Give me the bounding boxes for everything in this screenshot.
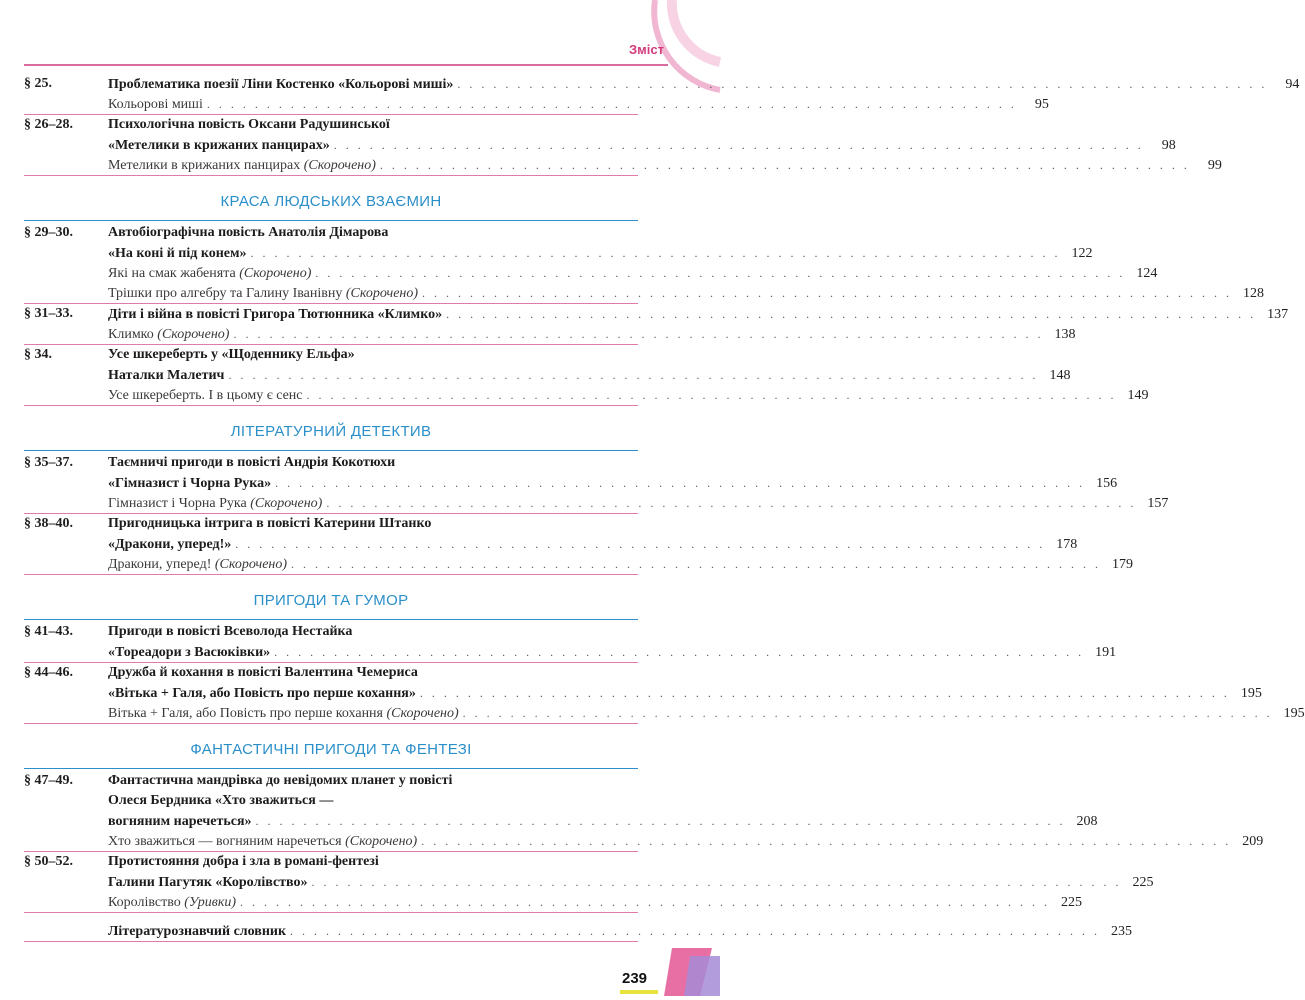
toc-line[interactable]	[108, 622, 638, 642]
toc-line-text: Автобіографічна повість Анатолія Дімарова	[108, 225, 389, 240]
toc-line-note: (Скорочено)	[250, 496, 323, 511]
toc-line-note: (Скорочено)	[239, 266, 312, 281]
toc-line-text: Усе шкереберть. І в цьому є сенс	[108, 388, 303, 403]
toc-line-title	[108, 345, 355, 365]
toc-line-note: (Скорочено)	[345, 286, 419, 301]
toc-line-text: Літературознавчий словник	[108, 924, 287, 939]
leader-dots: . . . . . . . . . . . . . . . . . . . . . . . . . . . . . . . . . . . . . . . . . . . . . . . . . . . . . . . . . . . . . . . . . . . .	[379, 158, 1190, 172]
toc-line[interactable]	[108, 223, 638, 243]
page-ref: 156	[1096, 476, 1118, 491]
leader-dots: . . . . . . . . . . . . . . . . . . . . . . . . . . . . . . . . . . . . . . . . . . . . . . . . . . . . . . . . . . . . . . . . . . . .	[421, 834, 1232, 848]
toc-line-text: Дружба й кохання в повісті Валентина Чемериса	[108, 665, 418, 680]
toc-line[interactable]	[108, 473, 1118, 493]
toc-line[interactable]	[108, 365, 1071, 385]
section-number: § 34.	[24, 347, 52, 362]
section-gap	[24, 176, 638, 184]
corner-block-violet	[684, 956, 720, 996]
toc-line[interactable]	[108, 345, 638, 365]
toc-line-text: Гімназист і Чорна Рука	[108, 496, 251, 511]
page-ref: 157	[1147, 496, 1169, 511]
section-number: § 29–30.	[24, 225, 73, 240]
leader-dots: . . . . . . . . . . . . . . . . . . . . . . . . . . . . . . . . . . . . . . . . . . . . . . . . . . . . . . . . . . . . . . . . . . . .	[333, 138, 1144, 152]
toc-entry[interactable]	[24, 453, 1169, 513]
toc-line[interactable]	[108, 534, 1078, 554]
toc-line-title	[108, 922, 286, 942]
section-heading: ЛІТЕРАТУРНИЙ ДЕТЕКТИВ	[230, 423, 432, 440]
toc-line-title	[108, 453, 395, 473]
toc-line-text: Діти і війна в повісті Григора Тютюнника «Климко»	[108, 307, 443, 322]
toc-line-title	[108, 284, 418, 304]
section-number: § 38–40.	[24, 516, 73, 531]
section-number: § 41–43.	[24, 624, 73, 639]
toc-entry[interactable]	[24, 622, 1117, 662]
leader-dots: . . . . . . . . . . . . . . . . . . . . . . . . . . . . . . . . . . . . . . . . . . . . . . . . . . . . . . . . . . . . . . . . . . . .	[311, 875, 1122, 889]
toc-entry[interactable]	[24, 223, 1265, 303]
toc-line[interactable]	[108, 283, 1265, 303]
header-rule	[24, 64, 668, 66]
toc-line-text: Королівство	[108, 895, 185, 910]
page-ref: 195	[1283, 706, 1305, 721]
section-number: § 47–49.	[24, 773, 73, 788]
section-heading: ПРИГОДИ ТА ГУМОР	[253, 592, 409, 609]
toc-line-title	[108, 514, 431, 534]
section-heading: ФАНТАСТИЧНІ ПРИГОДИ ТА ФЕНТЕЗІ	[190, 741, 472, 758]
toc-line-note: (Скорочено)	[345, 834, 418, 849]
toc-line-text: Вітька + Галя, або Повість про перше кохання	[108, 706, 387, 721]
leader-dots: . . . . . . . . . . . . . . . . . . . . . . . . . . . . . . . . . . . . . . . . . . . . . . . . . . . . . . . . . . . . . . . . . . . .	[233, 327, 1044, 341]
toc-line[interactable]	[108, 74, 1300, 94]
toc-line-title	[108, 873, 308, 893]
toc-line-title	[108, 555, 287, 575]
leader-dots: . . . . . . . . . . . . . . . . . . . . . . . . . . . . . . . . . . . . . . . . . . . . . . . . . . . . . . . . . . . . . . . . . . . .	[274, 645, 1085, 659]
toc-line-note: (Скорочено)	[214, 557, 288, 572]
page-ref: 191	[1095, 645, 1117, 660]
page-ref: 124	[1136, 266, 1158, 281]
page-number-underline	[620, 990, 658, 994]
toc-line-text: «Вітька + Галя, або Повість про перше кохання»	[108, 686, 416, 701]
toc-line-title	[108, 386, 303, 406]
toc-line[interactable]	[108, 703, 1305, 723]
page-ref: 94	[1285, 77, 1300, 92]
toc-line-title	[108, 852, 379, 872]
toc-line[interactable]	[108, 115, 638, 135]
toc-line-note: (Уривки)	[184, 895, 237, 910]
leader-dots: . . . . . . . . . . . . . . . . . . . . . . . . . . . . . . . . . . . . . . . . . . . . . . . . . . . . . . . . . . . . . . . . . . . .	[446, 307, 1257, 321]
page-ref: 138	[1054, 327, 1076, 342]
toc-line[interactable]	[108, 852, 638, 872]
section-rule	[24, 768, 638, 769]
toc-line[interactable]	[108, 304, 1289, 324]
section-number: § 50–52.	[24, 854, 73, 869]
page-ref: 225	[1132, 875, 1154, 890]
entry-gap	[24, 913, 638, 921]
toc-entry[interactable]	[24, 913, 1133, 941]
toc-line-title	[108, 535, 231, 555]
toc-line[interactable]	[108, 94, 1049, 114]
section-number: § 31–33.	[24, 306, 73, 321]
section-number: § 44–46.	[24, 665, 73, 680]
toc-entry[interactable]	[24, 771, 1264, 851]
toc-line[interactable]	[108, 791, 638, 811]
toc-line-title	[108, 832, 417, 852]
toc-line[interactable]	[108, 243, 1093, 263]
page-ref: 149	[1127, 388, 1149, 403]
section-rule	[24, 220, 638, 221]
toc-line-title	[108, 791, 333, 811]
leader-dots: . . . . . . . . . . . . . . . . . . . . . . . . . . . . . . . . . . . . . . . . . . . . . . . . . . . . . . . . . . . . . . . . . . . .	[228, 368, 1039, 382]
toc-line-note: (Скорочено)	[386, 706, 459, 721]
toc-line-title	[108, 136, 330, 156]
leader-dots: . . . . . . . . . . . . . . . . . . . . . . . . . . . . . . . . . . . . . . . . . . . . . . . . . . . . . . . . . . . . . . . . . . . .	[275, 476, 1086, 490]
section-number: § 26–28.	[24, 117, 73, 132]
toc-line[interactable]	[108, 892, 1083, 912]
toc-line-text: Трішки про алгебру та Галину Іванівну	[108, 286, 346, 301]
leader-dots: . . . . . . . . . . . . . . . . . . . . . . . . . . . . . . . . . . . . . . . . . . . . . . . . . . . . . . . . . . . . . . . . . . . .	[422, 286, 1233, 300]
toc-line[interactable]	[108, 493, 1169, 513]
page-ref: 128	[1243, 286, 1265, 301]
page-ref: 148	[1049, 368, 1071, 383]
toc-line-title	[108, 812, 252, 832]
toc-line-title	[108, 663, 418, 683]
toc-entry[interactable]	[24, 304, 1289, 344]
toc-line-text: Фантастична мандрівка до невідомих планет у повісті	[108, 773, 453, 788]
toc-line[interactable]	[108, 811, 1098, 831]
toc-line-text: Метелики в крижаних панцирах	[108, 158, 304, 173]
leader-dots: . . . . . . . . . . . . . . . . . . . . . . . . . . . . . . . . . . . . . . . . . . . . . . . . . . . . . . . . . . . . . . . . . . . .	[306, 388, 1117, 402]
toc-line-text: Проблематика поезії Ліни Костенко «Кольорові миші»	[108, 77, 454, 92]
toc-line-title	[108, 75, 453, 95]
page-ref: 208	[1076, 814, 1098, 829]
toc-line-title	[108, 325, 229, 345]
section-number: § 25.	[24, 76, 52, 91]
toc-line-text: «На коні й під конем»	[108, 246, 247, 261]
toc-entry[interactable]	[24, 345, 1149, 405]
toc-line-text: Кольорові миші	[108, 97, 203, 112]
toc-line[interactable]	[108, 683, 1262, 703]
leader-dots: . . . . . . . . . . . . . . . . . . . . . . . . . . . . . . . . . . . . . . . . . . . . . . . . . . . . . . . . . . . . . . . . . . . .	[326, 496, 1137, 510]
section-heading: КРАСА ЛЮДСЬКИХ ВЗАЄМИН	[220, 193, 442, 210]
toc-entry[interactable]	[24, 514, 1134, 574]
leader-dots: . . . . . . . . . . . . . . . . . . . . . . . . . . . . . . . . . . . . . . . . . . . . . . . . . . . . . . . . . . . . . . . . . . . .	[240, 895, 1051, 909]
toc-line-text: Пригодницька інтрига в повісті Катерини Штанко	[108, 516, 432, 531]
toc-line[interactable]	[108, 663, 638, 683]
toc-line-text: Психологічна повість Оксани Радушинської	[108, 117, 390, 132]
toc-line-title	[108, 95, 203, 115]
leader-dots: . . . . . . . . . . . . . . . . . . . . . . . . . . . . . . . . . . . . . . . . . . . . . . . . . . . . . . . . . . . . . . . . . . . .	[291, 557, 1102, 571]
toc-line-title	[108, 622, 352, 642]
toc-line[interactable]	[108, 642, 1117, 662]
toc-line-title	[108, 366, 224, 386]
toc-line-text: Наталки Малетич	[108, 368, 225, 383]
page-ref: 225	[1061, 895, 1083, 910]
toc-line-text: «Дракони, уперед!»	[108, 537, 232, 552]
section-number: § 35–37.	[24, 455, 73, 470]
page-ref: 95	[1034, 97, 1049, 112]
toc-entry[interactable]	[24, 115, 1222, 175]
toc-line-title	[108, 115, 390, 135]
corner-arc-inner	[672, 0, 720, 62]
page-number: 239	[622, 970, 648, 987]
page-ref: 178	[1056, 537, 1078, 552]
toc-line-title	[108, 305, 442, 325]
page-ref: 235	[1111, 924, 1133, 939]
toc-line-title	[108, 684, 416, 704]
toc-line-title	[108, 893, 236, 913]
toc-line-text: Галини Пагутяк «Королівство»	[108, 875, 308, 890]
toc-entry[interactable]	[24, 663, 1305, 723]
toc-line-text: Таємничі пригоди в повісті Андрія Кокотюхи	[108, 455, 396, 470]
toc-line-title	[108, 264, 311, 284]
toc-line-text: Олеся Бердника «Хто зважиться —	[108, 793, 334, 808]
toc-line[interactable]	[108, 771, 638, 791]
toc-line-title	[108, 771, 452, 791]
leader-dots: . . . . . . . . . . . . . . . . . . . . . . . . . . . . . . . . . . . . . . . . . . . . . . . . . . . . . . . . . . . . . . . . . . . .	[315, 266, 1126, 280]
toc-line-title	[108, 223, 388, 243]
leader-dots: . . . . . . . . . . . . . . . . . . . . . . . . . . . . . . . . . . . . . . . . . . . . . . . . . . . . . . . . . . . . . . . . . . . .	[235, 537, 1046, 551]
toc-line-title	[108, 643, 270, 663]
toc-line-title	[108, 474, 271, 494]
toc-line-text: «Тореадори з Васюківки»	[108, 645, 271, 660]
toc-line-text: «Метелики в крижаних панцирах»	[108, 138, 330, 153]
page-ref: 98	[1161, 138, 1176, 153]
toc-line-text: Климко	[108, 327, 158, 342]
toc-line[interactable]	[108, 453, 638, 473]
leader-dots: . . . . . . . . . . . . . . . . . . . . . . . . . . . . . . . . . . . . . . . . . . . . . . . . . . . . . . . . . . . . . . . . . . . .	[255, 814, 1066, 828]
toc-line[interactable]	[108, 324, 1076, 344]
toc-line-text: Дракони, уперед!	[108, 557, 215, 572]
leader-dots: . . . . . . . . . . . . . . . . . . . . . . . . . . . . . . . . . . . . . . . . . . . . . . . . . . . . . . . . . . . . . . . . . . . .	[290, 924, 1101, 938]
toc-line[interactable]	[108, 514, 638, 534]
leader-dots: . . . . . . . . . . . . . . . . . . . . . . . . . . . . . . . . . . . . . . . . . . . . . . . . . . . . . . . . . . . . . . . . . . . .	[462, 706, 1273, 720]
page-ref: 99	[1207, 158, 1222, 173]
leader-dots: . . . . . . . . . . . . . . . . . . . . . . . . . . . . . . . . . . . . . . . . . . . . . . . . . . . . . . . . . . . . . . . . . . . .	[250, 246, 1061, 260]
toc-line-title	[108, 156, 376, 176]
toc-line[interactable]	[108, 872, 1154, 892]
toc-line[interactable]	[108, 155, 1222, 175]
toc-entry[interactable]	[24, 852, 1154, 912]
toc-line[interactable]	[108, 831, 1264, 851]
leader-dots: . . . . . . . . . . . . . . . . . . . . . . . . . . . . . . . . . . . . . . . . . . . . . . . . . . . . . . . . . . . . . . . . . . . .	[206, 97, 1017, 111]
toc-entry[interactable]	[24, 74, 1300, 114]
toc-line[interactable]	[108, 385, 1149, 405]
section-gap	[24, 406, 638, 414]
toc-line-note: (Скорочено)	[157, 327, 230, 342]
corner-block-pink	[664, 948, 712, 996]
toc-line-text: вогняним наречеться»	[108, 814, 252, 829]
toc-line-text: Які на смак жабенята	[108, 266, 240, 281]
toc-line[interactable]	[108, 135, 1176, 155]
toc-line-title	[108, 494, 322, 514]
toc-line-text: Хто зважиться — вогняним наречеться	[108, 834, 346, 849]
page-ref: 137	[1267, 307, 1289, 322]
page-ref: 122	[1071, 246, 1093, 261]
table-of-contents	[24, 74, 1305, 942]
toc-line[interactable]	[108, 921, 1133, 941]
header-label: Зміст	[629, 42, 664, 57]
leader-dots: . . . . . . . . . . . . . . . . . . . . . . . . . . . . . . . . . . . . . . . . . . . . . . . . . . . . . . . . . . . . . . . . . . . .	[419, 686, 1230, 700]
toc-line-title	[108, 244, 247, 264]
leader-dots: . . . . . . . . . . . . . . . . . . . . . . . . . . . . . . . . . . . . . . . . . . . . . . . . . . . . . . . . . . . . . . . . . . . .	[457, 77, 1268, 91]
section-gap	[24, 724, 638, 732]
section-rule	[24, 450, 638, 451]
page-ref: 179	[1112, 557, 1134, 572]
toc-line-title	[108, 704, 459, 724]
toc-line-text: Пригоди в повісті Всеволода Нестайка	[108, 624, 353, 639]
toc-line[interactable]	[108, 263, 1158, 283]
toc-line-text: «Гімназист і Чорна Рука»	[108, 476, 272, 491]
toc-line-note: (Скорочено)	[303, 158, 376, 173]
section-rule	[24, 619, 638, 620]
toc-line-text: Усе шкереберть у «Щоденнику Ельфа»	[108, 347, 355, 362]
toc-line[interactable]	[108, 554, 1134, 574]
page-ref: 209	[1242, 834, 1264, 849]
page-ref: 195	[1240, 686, 1262, 701]
section-gap	[24, 575, 638, 583]
toc-line-text: Протистояння добра і зла в романі-фентезі	[108, 854, 379, 869]
